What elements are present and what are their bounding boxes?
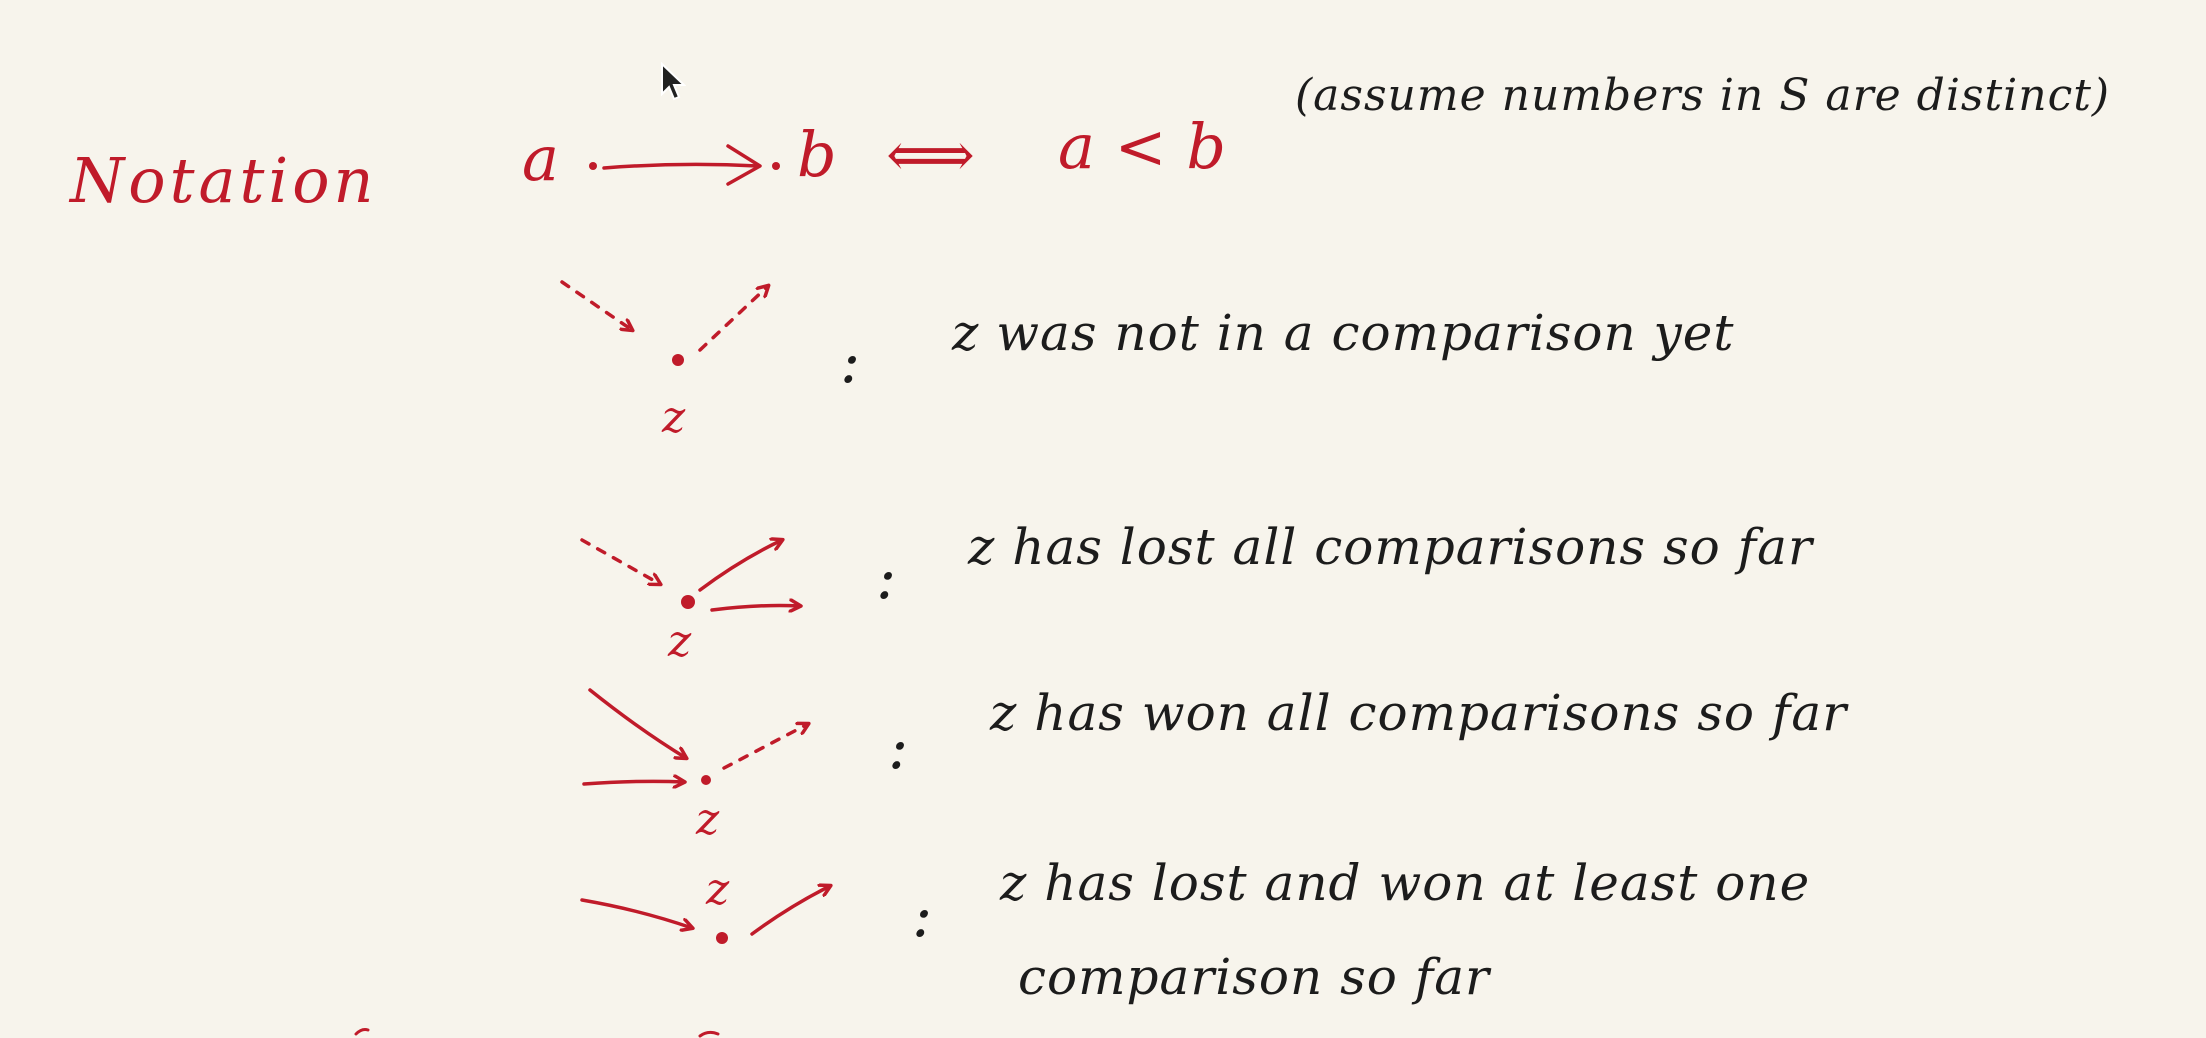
row4-colon: : — [912, 881, 933, 951]
row1-node-label: z — [662, 392, 686, 443]
row2-description: z has lost all comparisons so far — [968, 518, 1813, 576]
row3-node-glyph — [584, 690, 808, 785]
row4-description-line2: comparison so far — [1018, 948, 1490, 1006]
row3-colon: : — [888, 713, 909, 783]
assumption-note: (assume numbers in S are distinct) — [1295, 70, 2111, 121]
row2-node-glyph — [582, 540, 800, 610]
row1-colon: : — [840, 327, 861, 397]
row4-node-glyph — [582, 886, 830, 944]
row1-node-glyph — [562, 282, 768, 366]
row2-node-label: z — [668, 616, 692, 667]
iff-symbol: ⟺ — [886, 118, 975, 191]
node-b-label: b — [797, 118, 837, 191]
relation-text: a < b — [1058, 110, 1227, 183]
notation-heading: Notation — [70, 144, 378, 217]
row3-description: z has won all comparisons so far — [990, 684, 1848, 742]
cut-off-marks — [356, 1030, 718, 1037]
row4-description-line1: z has lost and won at least one — [1000, 854, 1811, 912]
row4-node-label: z — [706, 864, 730, 915]
row1-description: z was not in a comparison yet — [952, 304, 1735, 362]
definition-arrow — [589, 146, 780, 184]
node-a-label: a — [522, 122, 559, 195]
row3-node-label: z — [696, 794, 720, 845]
row2-colon: : — [876, 543, 897, 613]
